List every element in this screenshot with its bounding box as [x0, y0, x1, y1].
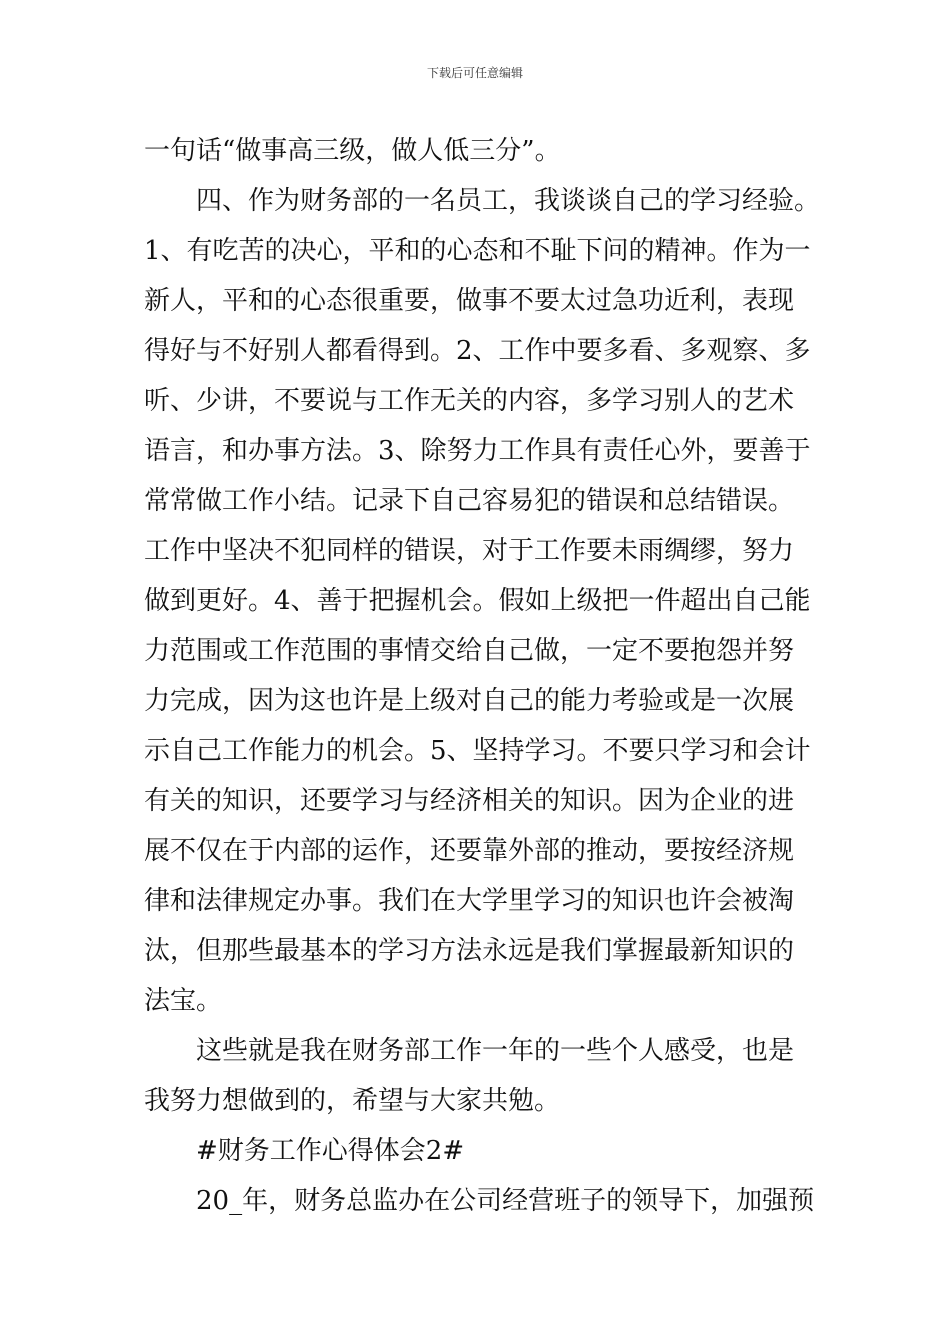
- text-line: 展不仅在于内部的运作，还要靠外部的推动，要按经济规: [144, 836, 795, 866]
- text-line: 工作中坚决不犯同样的错误，对于工作要未雨绸缪，努力: [144, 536, 795, 566]
- document-body: [144, 126, 824, 1226]
- text-line: 力范围或工作范围的事情交给自己做，一定不要抱怨并努: [144, 636, 795, 666]
- text-line: 这些就是我在财务部工作一年的一些个人感受，也是: [196, 1036, 795, 1066]
- text-line: 有关的知识，还要学习与经济相关的知识。因为企业的进: [144, 786, 795, 816]
- text-line: 力完成，因为这也许是上级对自己的能力考验或是一次展: [144, 686, 795, 716]
- text-line: 语言，和办事方法。3、除努力工作具有责任心外，要善于: [144, 436, 811, 466]
- text-line: 听、少讲，不要说与工作无关的内容，多学习别人的艺术: [144, 386, 795, 416]
- text-line: 一句话“做事高三级，做人低三分”。: [144, 136, 561, 166]
- text-line: 做到更好。4、善于把握机会。假如上级把一件超出自己能: [144, 586, 811, 616]
- text-line: 四、作为财务部的一名员工，我谈谈自己的学习经验。: [196, 186, 821, 216]
- text-line: 我努力想做到的，希望与大家共勉。: [144, 1086, 561, 1116]
- text-line: 示自己工作能力的机会。5、坚持学习。不要只学习和会计: [144, 736, 811, 766]
- text-line: 汰，但那些最基本的学习方法永远是我们掌握最新知识的: [144, 936, 795, 966]
- text-line: 20_年，财务总监办在公司经营班子的领导下，加强预: [196, 1186, 815, 1216]
- text-line: 常常做工作小结。记录下自己容易犯的错误和总结错误。: [144, 486, 795, 516]
- page-header-note: 下载后可任意编辑: [426, 66, 523, 80]
- text-line: 律和法律规定办事。我们在大学里学习的知识也许会被淘: [144, 886, 795, 916]
- text-line: 1、有吃苦的决心，平和的心态和不耻下问的精神。作为一: [144, 236, 811, 266]
- text-line: 法宝。: [144, 986, 223, 1016]
- section-heading: #财务工作心得体会2#: [196, 1136, 465, 1166]
- text-line: 新人，平和的心态很重要，做事不要太过急功近利，表现: [144, 286, 795, 316]
- text-line: 得好与不好别人都看得到。2、工作中要多看、多观察、多: [144, 336, 811, 366]
